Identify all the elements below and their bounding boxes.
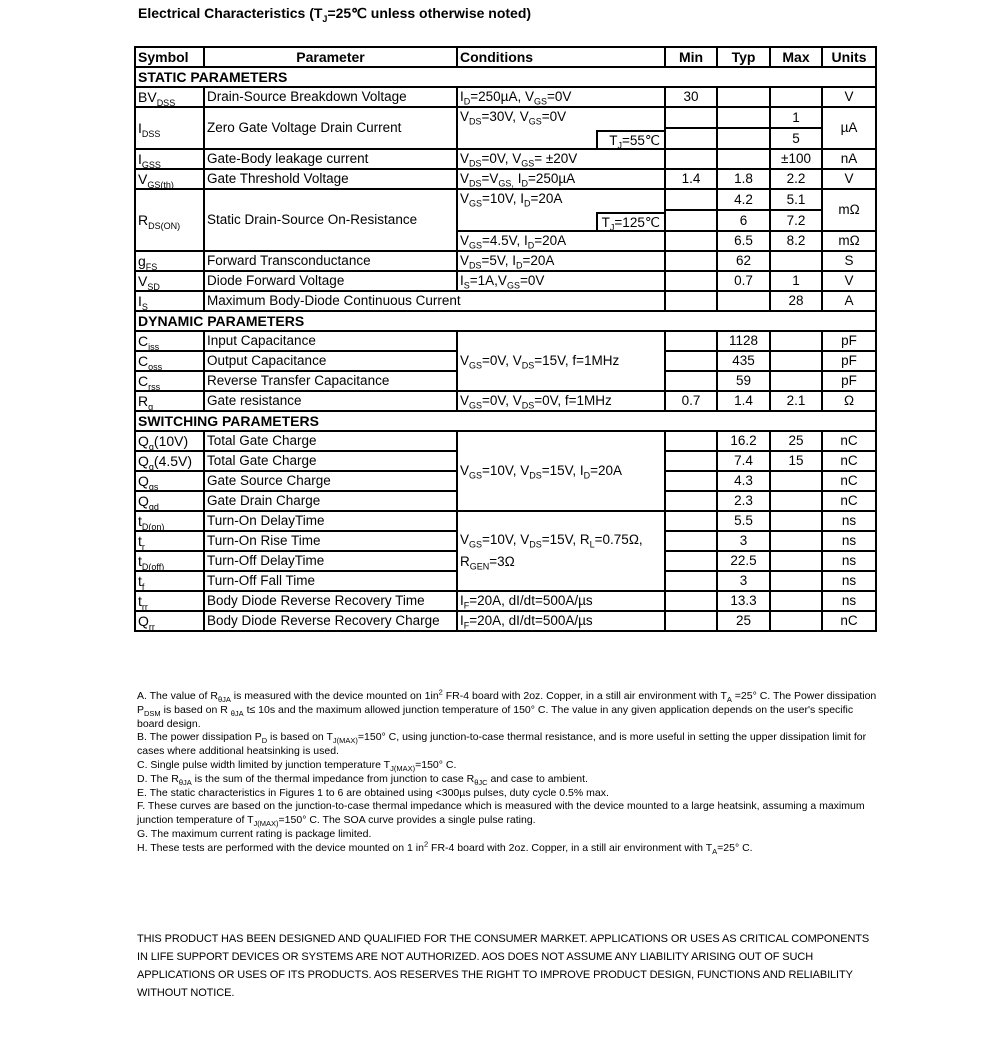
page-title xyxy=(138,5,531,24)
parameter-cell: Zero Gate Voltage Drain Current xyxy=(204,107,457,149)
conditions-cell: $V_{GS}=0V$, $V_{DS}=0V$, f=1MHz xyxy=(457,391,665,411)
min-cell xyxy=(665,431,717,451)
symbol-sub: rr xyxy=(148,621,155,632)
parameter-cell: Body Diode Reverse Recovery Time xyxy=(204,591,457,611)
table-row xyxy=(135,431,876,451)
max-cell: 1 xyxy=(770,107,822,128)
symbol: C xyxy=(138,353,149,369)
symbol-cell xyxy=(135,251,204,271)
unit-cell: nC xyxy=(822,451,876,471)
table-row xyxy=(135,87,876,107)
min-cell xyxy=(665,551,717,571)
unit-cell: Ω xyxy=(822,391,876,411)
symbol-cell xyxy=(135,511,204,531)
parameter-cell: Body Diode Reverse Recovery Charge xyxy=(204,611,457,631)
header-conditions: Conditions xyxy=(457,47,665,67)
electrical-characteristics-table xyxy=(134,46,877,632)
max-cell xyxy=(770,471,822,491)
typ-cell: 22.5 xyxy=(717,551,770,571)
table-row xyxy=(135,591,876,611)
symbol-sub: GS(th) xyxy=(147,179,174,190)
typ-cell: 25 xyxy=(717,611,770,631)
min-cell xyxy=(665,331,717,351)
symbol-sub: iss xyxy=(148,341,160,352)
tj-value: =125℃ xyxy=(614,215,660,230)
max-cell: 5 xyxy=(770,128,822,149)
unit-cell: ns xyxy=(822,531,876,551)
symbol: t xyxy=(138,593,142,609)
max-cell: 28 xyxy=(770,291,822,311)
conditions-cell: $V_{DS}=V_{GS,}$ $I_D=250\mu A$ xyxy=(457,169,665,189)
table-row xyxy=(135,149,876,169)
min-cell xyxy=(665,491,717,511)
section-switching: SWITCHING PARAMETERS xyxy=(135,411,876,431)
parameter-cell: Turn-On Rise Time xyxy=(204,531,457,551)
symbol-cell xyxy=(135,87,204,107)
symbol-sub: DSS xyxy=(141,128,161,139)
table-row xyxy=(135,271,876,291)
conditions-cell: $V_{DS}=5V$, $I_D=20A$ xyxy=(457,251,665,271)
symbol-cell xyxy=(135,571,204,591)
parameter-cell: Gate resistance xyxy=(204,391,457,411)
min-cell xyxy=(665,149,717,169)
table-row xyxy=(135,331,876,351)
note-a: A. The value of $R_{\theta JA}$ is measured with the device mounted on $1in^2$ FR-4 board with 2oz. Copper, in a still air environment with $T_A =25^\circ$ C. The Power dissipation $P_{DSM}$ is based on R $_{\theta JA}$ t≤ 10s and the maximum allowed junction temperature of 150° C. The value in any given application depends on the user's specific board design. xyxy=(137,687,877,730)
symbol-sub: D(off) xyxy=(141,561,165,572)
max-cell xyxy=(770,331,822,351)
min-cell xyxy=(665,531,717,551)
max-cell xyxy=(770,611,822,631)
unit-cell: pF xyxy=(822,351,876,371)
symbol-sub: g xyxy=(148,401,154,412)
parameter-cell: Static Drain-Source On-Resistance xyxy=(204,189,457,251)
unit-cell: A xyxy=(822,291,876,311)
symbol: BV xyxy=(138,89,157,105)
max-cell: 5.1 xyxy=(770,189,822,210)
symbol: I xyxy=(138,120,142,136)
unit-cell: S xyxy=(822,251,876,271)
symbol: V xyxy=(138,171,148,187)
section-static: STATIC PARAMETERS xyxy=(135,67,876,87)
max-cell xyxy=(770,511,822,531)
min-cell xyxy=(665,189,717,210)
conditions-text: $V_{DS}=30V$, $V_{GS}=0V$ xyxy=(460,109,567,127)
conditions-cell: $I_D=250\mu A$, $V_{GS}=0V$ xyxy=(457,87,665,107)
symbol: Q xyxy=(138,493,149,509)
max-cell: 1 xyxy=(770,271,822,291)
symbol-cell xyxy=(135,371,204,391)
symbol: R xyxy=(138,212,149,228)
symbol-sub: g xyxy=(148,461,154,472)
symbol: V xyxy=(138,273,148,289)
parameter-cell: Forward Transconductance xyxy=(204,251,457,271)
conditions-cell: $I_F=20A$, dI/dt=500A/µs xyxy=(457,591,665,611)
parameter-cell: Gate Threshold Voltage xyxy=(204,169,457,189)
table-row xyxy=(135,291,876,311)
max-cell: 7.2 xyxy=(770,210,822,231)
max-cell: 15 xyxy=(770,451,822,471)
symbol-cell xyxy=(135,351,204,371)
unit-cell: ns xyxy=(822,511,876,531)
min-cell xyxy=(665,107,717,128)
symbol-cell xyxy=(135,431,204,451)
symbol-sub: rss xyxy=(148,381,161,392)
unit-cell: mΩ xyxy=(822,189,876,231)
conditions-cell: $V_{GS}=0V$, $V_{DS}=15V$, f=1MHz xyxy=(457,331,665,391)
typ-cell xyxy=(717,149,770,169)
parameter-cell: Input Capacitance xyxy=(204,331,457,351)
symbol: t xyxy=(138,513,142,529)
max-cell xyxy=(770,351,822,371)
note-g: G. The maximum current rating is package limited. xyxy=(137,827,372,840)
symbol-cell xyxy=(135,551,204,571)
symbol-sub: DSS xyxy=(156,97,176,108)
symbol-sub: r xyxy=(141,541,145,552)
symbol-cell xyxy=(135,531,204,551)
min-cell xyxy=(665,291,717,311)
max-cell: 2.1 xyxy=(770,391,822,411)
header-parameter: Parameter xyxy=(204,47,457,67)
typ-cell: 2.3 xyxy=(717,491,770,511)
symbol-sub: gd xyxy=(148,501,159,512)
footnotes xyxy=(137,687,877,856)
symbol-suffix: (4.5V) xyxy=(153,453,193,469)
symbol: Q xyxy=(138,433,149,449)
header-max: Max xyxy=(770,47,822,67)
typ-cell: 13.3 xyxy=(717,591,770,611)
symbol: Q xyxy=(138,453,149,469)
typ-cell: 59 xyxy=(717,371,770,391)
min-cell xyxy=(665,471,717,491)
table-row xyxy=(135,511,876,531)
symbol-cell xyxy=(135,271,204,291)
conditions-cell xyxy=(457,107,665,149)
parameter-cell: Gate Source Charge xyxy=(204,471,457,491)
table-row xyxy=(135,251,876,271)
typ-cell: 6 xyxy=(717,210,770,231)
symbol-cell xyxy=(135,189,204,251)
symbol-sub: rr xyxy=(141,601,148,612)
table-row xyxy=(135,189,876,210)
typ-cell xyxy=(717,128,770,149)
max-cell: 8.2 xyxy=(770,231,822,251)
max-cell xyxy=(770,491,822,511)
symbol-cell xyxy=(135,451,204,471)
symbol: t xyxy=(138,553,142,569)
title-suffix: =25℃ unless otherwise noted) xyxy=(327,5,532,21)
header-min: Min xyxy=(665,47,717,67)
symbol-cell xyxy=(135,107,204,149)
header-symbol: Symbol xyxy=(135,47,204,67)
typ-cell: 6.5 xyxy=(717,231,770,251)
max-cell xyxy=(770,87,822,107)
symbol: Q xyxy=(138,473,149,489)
min-cell xyxy=(665,210,717,231)
parameter-cell: Drain-Source Breakdown Voltage xyxy=(204,87,457,107)
parameter-cell: Gate Drain Charge xyxy=(204,491,457,511)
unit-cell: V xyxy=(822,87,876,107)
unit-cell: µA xyxy=(822,107,876,149)
symbol: I xyxy=(138,151,142,167)
symbol: t xyxy=(138,573,142,589)
symbol-cell xyxy=(135,149,204,169)
max-cell xyxy=(770,591,822,611)
max-cell xyxy=(770,551,822,571)
min-cell: 0.7 xyxy=(665,391,717,411)
symbol-cell xyxy=(135,391,204,411)
unit-cell: ns xyxy=(822,571,876,591)
tj-condition: $T_J=55℃$ xyxy=(596,130,666,150)
min-cell xyxy=(665,611,717,631)
symbol-sub: DS(ON) xyxy=(148,220,181,231)
min-cell xyxy=(665,231,717,251)
symbol: I xyxy=(138,293,142,309)
max-cell xyxy=(770,371,822,391)
symbol-sub: g xyxy=(148,441,154,452)
unit-cell: nC xyxy=(822,471,876,491)
symbol-cell xyxy=(135,591,204,611)
typ-cell: 16.2 xyxy=(717,431,770,451)
conditions-cell xyxy=(457,189,665,231)
symbol: g xyxy=(138,253,146,269)
conditions-text: $V_{GS}=10V$, $I_D=20A$ xyxy=(460,191,563,209)
min-cell xyxy=(665,511,717,531)
symbol-sub: S xyxy=(141,301,148,312)
min-cell xyxy=(665,351,717,371)
symbol-cell xyxy=(135,491,204,511)
parameter-cell: Total Gate Charge xyxy=(204,451,457,471)
min-cell xyxy=(665,451,717,471)
max-cell xyxy=(770,531,822,551)
conditions-cell: $I_S=1A,V_{GS}=0V$ xyxy=(457,271,665,291)
title-prefix: Electrical Characteristics (T xyxy=(138,5,323,21)
unit-cell: nA xyxy=(822,149,876,169)
symbol-cell xyxy=(135,291,204,311)
min-cell xyxy=(665,128,717,149)
parameter-cell: Output Capacitance xyxy=(204,351,457,371)
typ-cell: 1.4 xyxy=(717,391,770,411)
conditions-cell: $V_{GS}=10V$, $V_{DS}=15V$, $I_D=20A$ xyxy=(457,431,665,511)
unit-cell: pF xyxy=(822,331,876,351)
typ-cell: 1.8 xyxy=(717,169,770,189)
title-sub: J xyxy=(322,13,328,24)
typ-cell xyxy=(717,107,770,128)
conditions-cell: $V_{GS}=4.5V$, $I_D=20A$ xyxy=(457,231,665,251)
header-row xyxy=(135,47,876,67)
symbol-cell xyxy=(135,611,204,631)
section-dynamic: DYNAMIC PARAMETERS xyxy=(135,311,876,331)
parameter-cell: Reverse Transfer Capacitance xyxy=(204,371,457,391)
note-d: D. The $R_{\theta JA}$ is the sum of the thermal impedance from junction to case $R_{\theta JC}$ and case to ambient. xyxy=(137,772,588,787)
min-cell xyxy=(665,371,717,391)
min-cell: 1.4 xyxy=(665,169,717,189)
min-cell xyxy=(665,571,717,591)
symbol-sub: f xyxy=(141,581,145,592)
symbol: C xyxy=(138,373,149,389)
unit-cell: nC xyxy=(822,431,876,451)
table-row xyxy=(135,611,876,631)
unit-cell: V xyxy=(822,169,876,189)
max-cell xyxy=(770,251,822,271)
max-cell: ±100 xyxy=(770,149,822,169)
conditions-cell: $V_{GS}=10V$, $V_{DS}=15V$, $R_L=0.75\Omega$, $R_{GEN}=3\Omega$ xyxy=(457,511,665,591)
unit-cell: nC xyxy=(822,491,876,511)
unit-cell: V xyxy=(822,271,876,291)
symbol: t xyxy=(138,533,142,549)
typ-cell: 4.3 xyxy=(717,471,770,491)
typ-cell: 3 xyxy=(717,571,770,591)
parameter-cell: Total Gate Charge xyxy=(204,431,457,451)
unit-cell: ns xyxy=(822,591,876,611)
typ-cell: 7.4 xyxy=(717,451,770,471)
symbol: R xyxy=(138,393,149,409)
symbol: C xyxy=(138,333,149,349)
parameter-cell: Turn-Off Fall Time xyxy=(204,571,457,591)
parameter-cell: Maximum Body-Diode Continuous Current xyxy=(204,291,665,311)
parameter-cell: Turn-On DelayTime xyxy=(204,511,457,531)
min-cell xyxy=(665,271,717,291)
symbol-cell xyxy=(135,169,204,189)
header-typ: Typ xyxy=(717,47,770,67)
note-b: B. The power dissipation $P_D$ is based on $T_{J(MAX)}=150^\circ$ C, using junction-to-case thermal resistance, and is more useful in setting the upper dissipation limit for cases where additional heatsinking is used. xyxy=(137,731,867,758)
symbol-suffix: (10V) xyxy=(153,433,189,449)
unit-cell: pF xyxy=(822,371,876,391)
max-cell xyxy=(770,571,822,591)
header-units: Units xyxy=(822,47,876,67)
parameter-cell: Turn-Off DelayTime xyxy=(204,551,457,571)
max-cell: 25 xyxy=(770,431,822,451)
min-cell xyxy=(665,251,717,271)
conditions-cell: $I_F=20A$, dI/dt=500A/µs xyxy=(457,611,665,631)
symbol-cell xyxy=(135,331,204,351)
symbol-sub: SD xyxy=(147,281,160,292)
symbol-cell xyxy=(135,471,204,491)
note-f: F. These curves are based on the junction-to-case thermal impedance which is measured with the device mounted to a large heatsink, assuming a maximum junction temperature of $T_{J(MAX)}=150^\circ$ C. The SOA curve provides a single pulse rating. xyxy=(137,800,865,829)
note-h: H. These tests are performed with the device mounted on 1 $in^2$ FR-4 board with 2oz. Copper, in a still air environment with $T_A=25^\circ$ C. xyxy=(137,839,753,856)
symbol-sub: oss xyxy=(148,361,163,372)
max-cell: 2.2 xyxy=(770,169,822,189)
table-row xyxy=(135,169,876,189)
typ-cell: 4.2 xyxy=(717,189,770,210)
symbol-sub: FS xyxy=(145,261,158,272)
typ-cell: 1128 xyxy=(717,331,770,351)
unit-cell: ns xyxy=(822,551,876,571)
typ-cell xyxy=(717,87,770,107)
symbol-sub: GSS xyxy=(141,159,161,170)
typ-cell: 3 xyxy=(717,531,770,551)
symbol-sub: D(on) xyxy=(141,521,165,532)
min-cell xyxy=(665,591,717,611)
parameter-cell: Diode Forward Voltage xyxy=(204,271,457,291)
typ-cell: 0.7 xyxy=(717,271,770,291)
unit-cell: nC xyxy=(822,611,876,631)
table-row xyxy=(135,391,876,411)
table-row xyxy=(135,107,876,128)
symbol-sub: gs xyxy=(148,481,159,492)
typ-cell xyxy=(717,291,770,311)
parameter-cell: Gate-Body leakage current xyxy=(204,149,457,169)
disclaimer: THIS PRODUCT HAS BEEN DESIGNED AND QUALIFIED FOR THE CONSUMER MARKET. APPLICATIONS OR USES AS CRITICAL COMPONENTS IN LIFE SUPPORT DEVICES OR SYSTEMS ARE NOT AUTHORIZED. AOS DOES NOT ASSUME ANY LIABILITY ARISING OUT OF SUCH APPLICATIONS OR USES OF ITS PRODUCTS. AOS RESERVES THE RIGHT TO IMPROVE PRODUCT DESIGN, FUNCTIONS AND RELIABILITY WITHOUT NOTICE. xyxy=(137,933,870,999)
note-c: C. Single pulse width limited by junction temperature $T_{J(MAX)}=150^\circ$ C. xyxy=(137,758,457,774)
note-e: E. The static characteristics in Figures 1 to 6 are obtained using <300µs pulses, duty cycle 0.5% max. xyxy=(137,786,609,799)
tj-value: =55℃ xyxy=(621,133,660,148)
tj-condition: $T_J=125℃$ xyxy=(596,212,666,232)
typ-cell: 5.5 xyxy=(717,511,770,531)
typ-cell: 435 xyxy=(717,351,770,371)
typ-cell: 62 xyxy=(717,251,770,271)
symbol: Q xyxy=(138,613,149,629)
min-cell: 30 xyxy=(665,87,717,107)
unit-cell: mΩ xyxy=(822,231,876,251)
conditions-cell: $V_{DS}=0V$, $V_{GS}= \pm 20V$ xyxy=(457,149,665,169)
